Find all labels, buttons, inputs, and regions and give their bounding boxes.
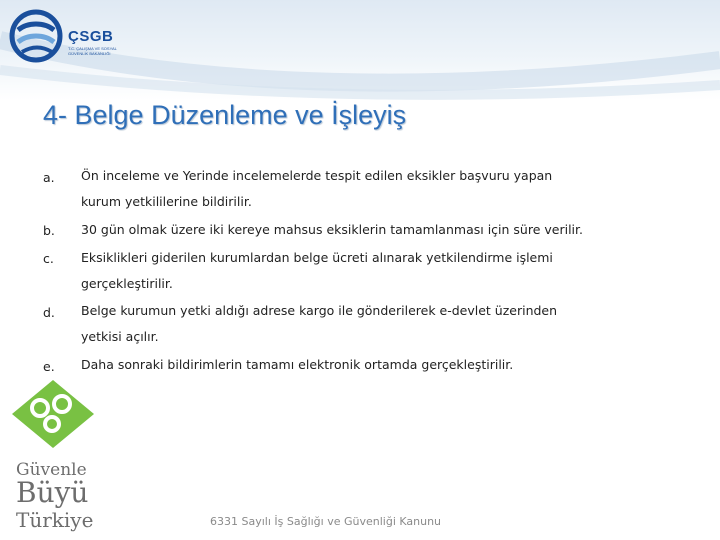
item-line: 30 gün olmak üzere iki kereye mahsus eksiklerin tamamlanması için süre verilir. bbox=[81, 222, 583, 237]
list-item bbox=[81, 217, 671, 243]
logo-wordmark: ÇSGB bbox=[68, 28, 114, 45]
list-item bbox=[81, 245, 671, 297]
list-item bbox=[81, 163, 671, 215]
brand-word: Türkiye bbox=[16, 508, 94, 532]
footer-text: 6331 Sayılı İş Sağlığı ve Güvenliği Kanunu bbox=[210, 515, 442, 528]
gear-diamond-icon bbox=[10, 378, 96, 448]
ministry-logo bbox=[8, 8, 138, 68]
item-marker: b. bbox=[43, 223, 55, 238]
item-line: Daha sonraki bildirimlerin tamamı elektronik ortamda gerçekleştirilir. bbox=[81, 357, 514, 372]
guvenle-buyu-turkiye-logo bbox=[8, 378, 128, 538]
brand-word: Güvenle bbox=[16, 460, 87, 480]
item-marker: c. bbox=[43, 251, 54, 266]
brand-word: Büyü bbox=[16, 476, 89, 509]
item-line: kurum yetkililerine bildirilir. bbox=[81, 194, 252, 209]
list-item bbox=[81, 352, 671, 378]
ministry-emblem-icon bbox=[8, 8, 64, 64]
item-line: Ön inceleme ve Yerinde incelemelerde tespit edilen eksikler başvuru yapan bbox=[81, 168, 553, 183]
item-marker: d. bbox=[43, 305, 55, 320]
item-line: yetkisi açılır. bbox=[81, 329, 159, 344]
item-marker: a. bbox=[43, 170, 55, 185]
logo-subtext: T.C. ÇALIŞMA VE SOSYAL GÜVENLİK BAKANLIĞI bbox=[68, 46, 117, 56]
item-marker: e. bbox=[43, 359, 55, 374]
item-line: Eksiklikleri giderilen kurumlardan belge ücreti alınarak yetkilendirme işlemi bbox=[81, 250, 553, 265]
item-line: gerçekleştirilir. bbox=[81, 276, 173, 291]
list-item bbox=[81, 298, 671, 350]
item-line: Belge kurumun yetki aldığı adrese kargo ile gönderilerek e-devlet üzerinden bbox=[81, 303, 558, 318]
slide-title: 4- Belge Düzenleme ve İşleyiş bbox=[43, 100, 407, 130]
